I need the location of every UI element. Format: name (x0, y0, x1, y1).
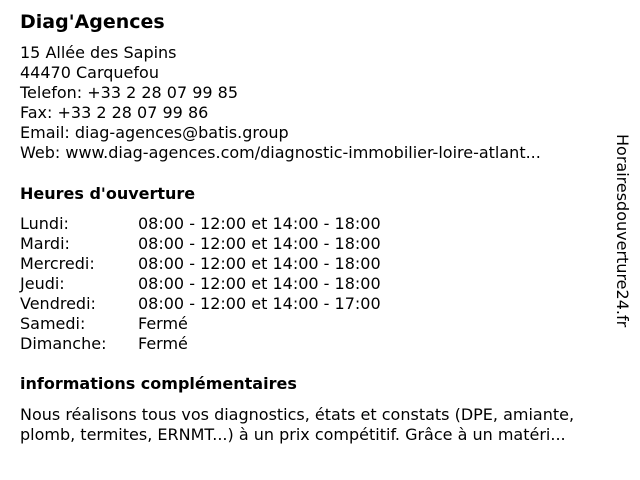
day-hours: 08:00 - 12:00 et 14:00 - 18:00 (138, 274, 381, 293)
info-heading: informations complémentaires (20, 374, 297, 393)
hours-heading: Heures d'ouverture (20, 184, 196, 203)
info-description (20, 405, 624, 445)
day-label: Dimanche: (20, 334, 107, 353)
business-name: Diag'Agences (20, 11, 165, 33)
brand-watermark (612, 134, 634, 344)
day-hours: 08:00 - 12:00 et 14:00 - 18:00 (138, 214, 381, 233)
address-city: 44470 Carquefou (20, 63, 159, 82)
hours-row-thursday (20, 274, 440, 294)
opening-hours-table (20, 214, 440, 354)
day-hours: Fermé (138, 314, 188, 333)
hours-row-friday (20, 294, 440, 314)
hours-row-wednesday (20, 254, 440, 274)
day-label: Mercredi: (20, 254, 95, 273)
hours-row-sunday (20, 334, 440, 354)
info-line-2: plomb, termites, ERNMT...) à un prix compétitif. Grâce à un matéri... (20, 425, 566, 444)
day-hours: 08:00 - 12:00 et 14:00 - 18:00 (138, 254, 381, 273)
info-line-1: Nous réalisons tous vos diagnostics, états et constats (DPE, amiante, (20, 405, 575, 424)
day-label: Vendredi: (20, 294, 96, 313)
hours-row-tuesday (20, 234, 440, 254)
fax-line: Fax: +33 2 28 07 99 86 (20, 103, 209, 122)
day-label: Jeudi: (20, 274, 65, 293)
day-hours: 08:00 - 12:00 et 14:00 - 18:00 (138, 234, 381, 253)
hours-row-saturday (20, 314, 440, 334)
day-label: Samedi: (20, 314, 86, 333)
day-label: Mardi: (20, 234, 70, 253)
hours-row-monday (20, 214, 440, 234)
day-label: Lundi: (20, 214, 69, 233)
phone-line: Telefon: +33 2 28 07 99 85 (20, 83, 239, 102)
brand-text: Horairesdouverture24.fr (613, 134, 632, 328)
email-line: Email: diag-agences@batis.group (20, 123, 289, 142)
web-line: Web: www.diag-agences.com/diagnostic-immobilier-loire-atlant... (20, 143, 541, 162)
day-hours: Fermé (138, 334, 188, 353)
day-hours: 08:00 - 12:00 et 14:00 - 17:00 (138, 294, 381, 313)
contact-block (20, 43, 541, 163)
address-street: 15 Allée des Sapins (20, 43, 177, 62)
